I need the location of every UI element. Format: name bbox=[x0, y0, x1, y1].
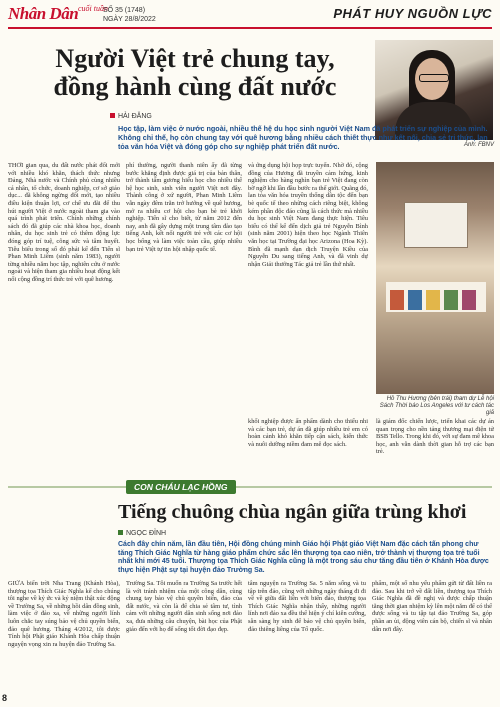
newspaper-logo-sub: cuối tuần bbox=[78, 4, 108, 13]
article1-byline: HẢI ĐĂNG bbox=[110, 113, 152, 120]
article2-column-4-text: phẩm, một số nhu yếu phẩm gửi từ đất liền ra đảo. Sau khi trở về đất liền, thượng tọa Thích Giác Nghĩa đã đề nghị và được chấp thuận tăng thời gian nhiệm kỳ lên một năm để có thể được sống và tu tập tại đảo Trường Sa, góp phần an ủi, động viên cán bộ, chiến sĩ và nhân dân nơi đây. bbox=[372, 580, 492, 633]
article2-column-3-text: tâm nguyện ra Trường Sa. 5 năm sống và tu tập trên đảo, cũng với những ngày tháng đi đi về về giữa đất liền với biển đảo, thượng tọa Thích Giác Nghĩa nhận thấy, những người lính nơi đảo xa đều thể hiện ý chí kiên cường, sẵn sàng hy sinh để bảo vệ chủ quyền biển, đảo thiêng liêng của Tổ quốc. bbox=[248, 580, 366, 633]
article2-lead: Cách đây chín năm, lần đầu tiên, Hội đồng chúng minh Giáo hội Phật giáo Việt Nam đặc cách tấn phong chư tăng Thích Giác Nghĩa từ hàng giáo phẩm chức sắc lên thượng tọa cao niên, trở thành vị thượng tọa trẻ tuổi nhất khi mới 45 tuổi. Thượng tọa Thích Giác Nghĩa cũng là một trong sáu chư tăng đầu tiên ở Khánh Hòa được thực hiện Phật sự tại huyện đảo Trường Sa. bbox=[118, 541, 489, 574]
article2-byline: NGỌC ĐỈNH bbox=[118, 530, 166, 537]
article1-column-2 bbox=[126, 162, 242, 472]
article1-column-4 bbox=[248, 418, 368, 472]
masthead-divider bbox=[8, 27, 492, 29]
book-festival-photo bbox=[376, 162, 494, 394]
section-title: PHÁT HUY NGUỒN LỰC bbox=[333, 6, 492, 21]
issue-number: SỐ 35 (1748) bbox=[103, 7, 146, 14]
newspaper-logo[interactable]: Nhân Dân bbox=[8, 4, 79, 23]
article2-title: Tiếng chuông chùa ngân giữa trùng khơi bbox=[118, 501, 467, 523]
article2-column-1 bbox=[8, 580, 120, 698]
article2-tag: CON CHÁU LẠC HỒNG bbox=[126, 480, 236, 494]
article1-column-3-text: và ứng dụng hội họp trực tuyến. Nhờ đó, cộng đồng của Hương đã truyền cảm hứng, kinh nghiệm cho hàng nghìn bạn trẻ Việt đang còn bỡ ngỡ khi lần đầu bước ra thế giới. Quãng đó, lan tỏa văn hóa truyền thống dân tộc đến bạn bè quốc tế theo những cách riêng biệt, không kém phần độc đáo cũng là cách thức mà nhiều du học sinh Việt Nam đang thực hiện. Tiêu biểu có thể kể đến dịch giả trẻ Nguyễn Bình (sinh năm 2001) hiện theo học Ngành Thiên văn học tại Trường đại học Arizona (Hoa Kỳ). Bình đã mạnh dạn dịch Truyện Kiều của Nguyễn Du sang tiếng Anh, và đã vinh dự nhận Giải thưởng Tác giả trẻ lần thứ nhất. bbox=[248, 162, 368, 268]
article1-column-5-text: là giám đốc chiến lược, triển khai các dự án quan trọng cho nền tảng thương mại điện tử BSB Tello. Trong khi đó, với sự đam mê khoa học, anh vẫn dành thời gian hỗ trợ các bạn trẻ. bbox=[376, 418, 494, 456]
article1-column-1 bbox=[8, 162, 120, 472]
article2-column-3 bbox=[248, 580, 366, 698]
masthead bbox=[8, 4, 492, 26]
issue-info bbox=[103, 6, 156, 24]
section-divider bbox=[8, 486, 492, 488]
article1-column-4-text: khối nghiệp được ấn phẩm dành cho thiếu nhi và các bạn trẻ, dự án đã giúp nhiều trẻ em có hoàn cảnh khó khăn tiếp cận sách, kiến thức và nuôi dưỡng niềm đam mê đọc sách. bbox=[248, 418, 368, 448]
article2-column-2-text: Trường Sa. Tôi muốn ra Trường Sa trước hết là với tránh nhiệm của một công dân, cùng chung tay bảo vệ chủ quyền biển, đảo của đất nước, và còn là để chia sẻ tâm tư, tình cảm với những người dân sinh sống nơi đảo xa, đưa những câu chuyện, bài học của Phật giáo đến với họ để sống tốt đời đạo đẹp. bbox=[126, 580, 242, 633]
article1-lead: Học tập, làm việc ở nước ngoài, nhiều thế hệ du học sinh người Việt Nam đã phát triển sự nghiệp của mình. Không chỉ thế, họ còn chung tay với quê hương bằng nhiều cách thiết thực như kết nối, chia sẻ tri thức, lan tỏa văn hóa Việt và đóng góp cho sự nghiệp phát triển đất nước. bbox=[118, 124, 488, 151]
article1-column-2-text: phí thường, người thanh niên ấy đã từng bước khẳng định được giá trị của bản thân, trở thành tấm gương hiếu học cho nhiều thế hệ học sinh, sinh viên người Việt nơi đây. Thành công ở xứ người, Phan Minh Liêm vẫn ngày đêm trăn trở hướng về quê hương, mở ra nhiều cơ hội cho bạn bè trẻ khởi nghiệp. Tiến sĩ cho biết, từ năm 2012 đến nay, anh đã gây dựng một trung tâm đào tạo tiếng Anh, kết nối người trẻ với các cơ hội học bổng và làm việc toàn cầu, giúp nhiều bạn trẻ Việt tự tin hội nhập quốc tế. bbox=[126, 162, 242, 253]
issue-date: NGÀY 28/8/2022 bbox=[103, 16, 156, 23]
article1-column-1-text: THỜI gian qua, du đất nước phát đổi mới với nhiều khó khăn, thách thức nhưng Đảng, Nhà nước và Chính phủ cùng nhiều cá nhân, tổ chức, doanh nghiệp, cơ sở giáo dục... đã không ngừng đổi mới, tạo nhiều điều kiện thuận lợi, cơ chế ưu đãi để thu hút người Việt ở nước ngoài tham gia vào quá trình phát triển. Chính những chính sách đó đã giúp các nhà khoa học, doanh nhân, du học sinh trẻ có thêm động lực đóng góp trí tuệ, công sức và tâm huyết. Tiêu biểu trong số đó phải kể đến Tiến sĩ Phan Minh Liêm (sinh năm 1983), người từng nhiều năm học tập, nghiên cứu ở nước ngoài và hiện tham gia nhiều hoạt động kết nối cộng đồng trí thức trẻ với quê hương. bbox=[8, 162, 120, 283]
book-festival-caption: Hồ Thu Hương (bên trái) tham dự Lễ hội Sách Thời báo Los Angeles với tư cách tác giả bbox=[379, 396, 494, 416]
article2-column-4 bbox=[372, 580, 492, 698]
article1-title: Người Việt trẻ chung tay, đồng hành cùng đất nước bbox=[53, 44, 337, 101]
article2-column-1-text: GIỮA biển trời Nha Trang (Khánh Hòa), thượng tọa Thích Giác Nghĩa kể cho chúng tôi nghe về kỷ ức và kỷ niệm thật xúc động về Trường Sa, về những hồi dân đồng sinh, làm việc ở đảo xa, về những người lính luôn chắc tay súng bảo vệ chủ quyền biển, đảo quê hương. Tháng 4/2012, tôi được Tỉnh hội Phật giáo Khánh Hòa chấp thuận nguyện vọng xin ra huyện đảo Trường Sa. bbox=[8, 580, 120, 648]
article2-column-2 bbox=[126, 580, 242, 698]
article1-column-5 bbox=[376, 418, 494, 472]
page-number: 8 bbox=[2, 693, 8, 703]
portrait-caption: Ảnh: FBNV bbox=[463, 142, 494, 148]
